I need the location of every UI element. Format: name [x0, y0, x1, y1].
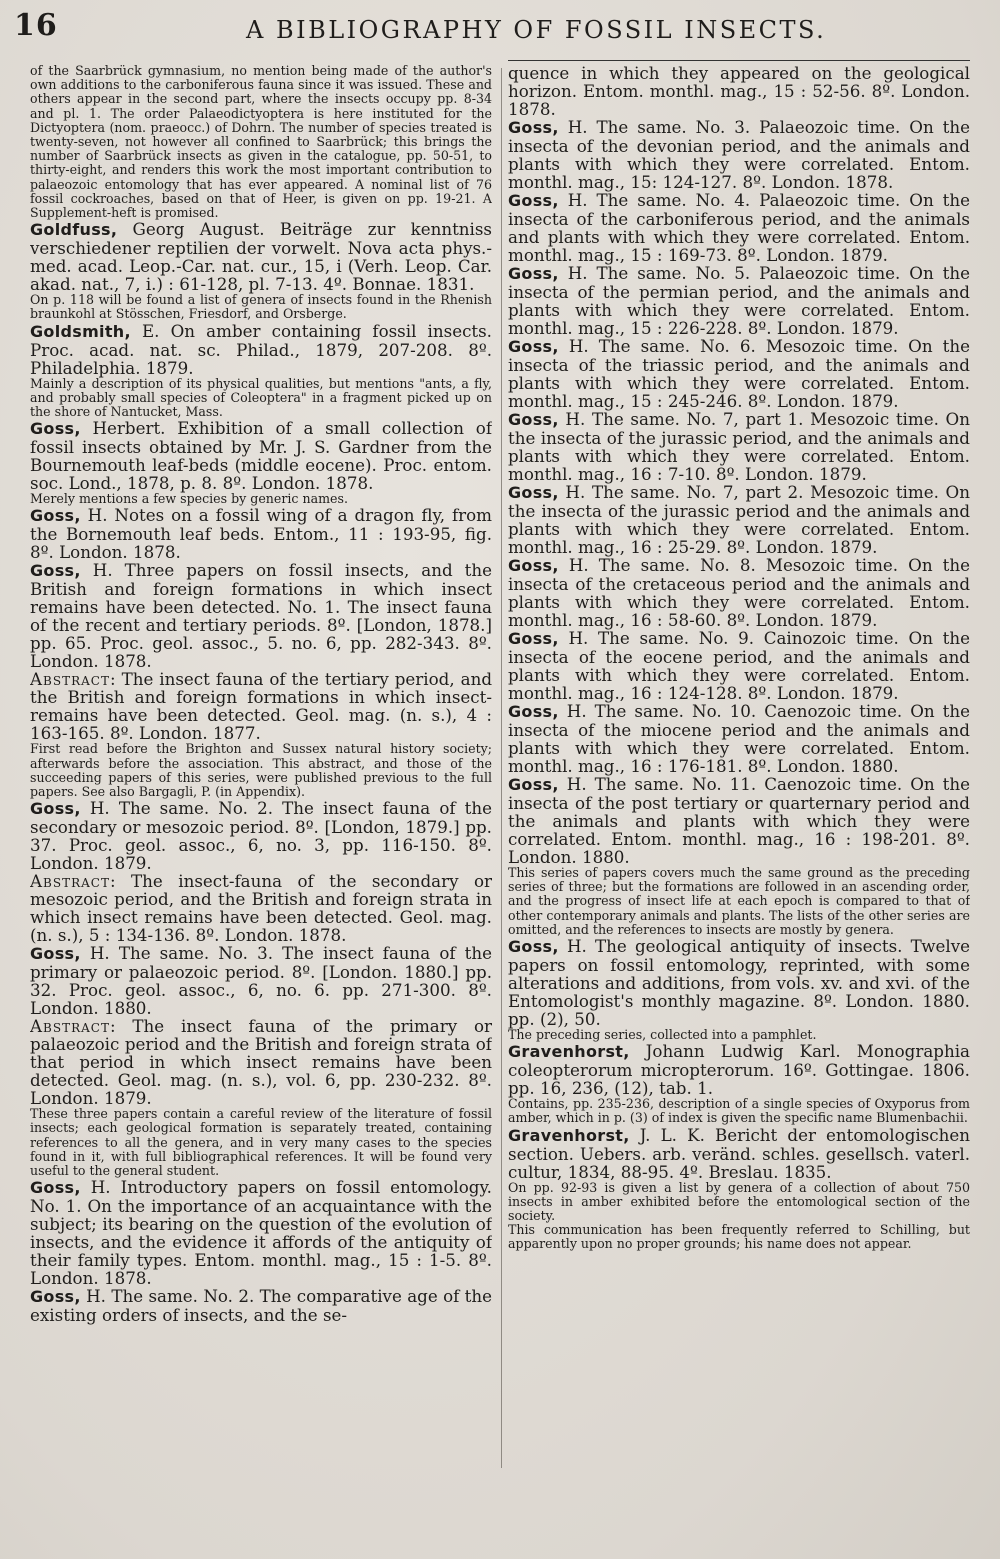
header-rule	[508, 60, 970, 61]
entry-author: Gravenhorst,	[508, 1125, 630, 1145]
entry-author: Goss,	[508, 629, 559, 648]
bibliography-entry: Goss, H. The same. No. 5. Palaeozoic time. On the insecta of the permian period, and the animals and plants with which they were correlated. Entom. monthl. mag., 15 : 226-228. 8º. London. 1879.	[508, 263, 970, 338]
abstract-label: Abstract	[30, 669, 110, 690]
bibliography-entry: Goss, H. The same. No. 11. Caenozoic time. On the insecta of the post tertiary or quarternary period and the animals and plants with which they were correlated. Entom. monthl. mag., 16 : 198-201. 8º. London. 1880.	[508, 774, 970, 867]
note: First read before the Brighton and Sussex natural history society; afterwards before the association. This abstract, and those of the succeeding papers of this series, were published previous to the full papers. See also Bargagli, P. (in Appendix).	[30, 741, 492, 800]
running-title: A BIBLIOGRAPHY OF FOSSIL INSECTS.	[246, 16, 827, 44]
entry-author: Goss,	[30, 944, 81, 964]
entry-author: Goldsmith,	[30, 321, 131, 341]
note: Contains, pp. 235-236, description of a single species of Oxyporus from amber, which in p. (3) of index is given the specific name Blumenbachii.	[508, 1096, 970, 1126]
entry-author: Goldfuss,	[30, 220, 118, 240]
bibliography-entry: Goss, H. The same. No. 4. Palaeozoic time. On the insecta of the carboniferous period, and the animals and plants with which they were correlated. Entom. monthl. mag., 15 : 169-73. 8º. London. 1879.	[508, 190, 970, 265]
entry-author: Goss,	[508, 702, 559, 721]
entry-author: Goss,	[508, 191, 559, 210]
bibliography-entry: Gravenhorst, Johann Ludwig Karl. Monographia coleopterorum micropterorum. 16º. Gottingae. 1806. pp. 16, 236, (12), tab. 1.	[508, 1041, 970, 1099]
entry-author: Goss,	[30, 506, 81, 526]
abstract-label: Abstract	[30, 871, 110, 892]
entry-author: Goss,	[30, 419, 81, 439]
entry-author: Goss,	[508, 483, 559, 502]
note: These three papers contain a careful review of the literature of fossil insects; each geological formation is separately treated, containing references to all the genera, and in very many cases to the species found in it, with full bibliographical references. It will be found very useful to the general student.	[30, 1106, 492, 1179]
entry-author: Goss,	[508, 118, 559, 137]
abstract-label: Abstract	[30, 1016, 110, 1037]
page-header	[0, 0, 1000, 60]
note: This communication has been frequently referred to Schilling, but apparently upon no proper grounds; his name does not appear.	[508, 1222, 970, 1252]
bibliography-entry: Goss, H. Introductory papers on fossil entomology. No. 1. On the importance of an acquaintance with the subject; its bearing on the question of the evolution of insects, and the evidence it affords of the antiquity of their family types. Entom. monthl. mag., 15 : 1-5. 8º. London. 1878.	[30, 1177, 492, 1289]
entry-author: Goss,	[508, 337, 559, 356]
entry-author: Gravenhorst,	[508, 1042, 630, 1062]
bibliography-entry: Goss, H. Three papers on fossil insects, and the British and foreign formations in which insect remains have been detected. No. 1. The insect fauna of the recent and tertiary periods. 8º. [London, 1878.] pp. 65. Proc. geol. assoc., 5. no. 6, pp. 282-343. 8º. London. 1878.	[30, 560, 492, 672]
note: On p. 118 will be found a list of genera of insects found in the Rhenish braunkohl at Stösschen, Friesdorf, and Orsberge.	[30, 292, 492, 322]
bibliography-entry: Goss, H. The same. No. 9. Cainozoic time. On the insecta of the eocene period, and the animals and plants with which they were correlated. Entom. monthl. mag., 16 : 124-128. 8º. London. 1879.	[508, 628, 970, 703]
bibliography-entry: Goldsmith, E. On amber containing fossil insects. Proc. acad. nat. sc. Philad., 1879, 207-208. 8º. Philadelphia. 1879.	[30, 320, 492, 378]
note: of the Saarbrück gymnasium, no mention being made of the author's own additions to the carboniferous fauna since it was issued. These and others appear in the second part, where the insects occupy pp. 8-34 and pl. 1. The order Palaeodictyoptera is here instituted for the Dictyoptera (nom. praeocc.) of Dohrn. The number of species treated is twenty-seven, not however all confined to Saarbrück; this brings the number of Saarbrück insects as given in the catalogue, pp. 50-51, to thirty-eight, and renders this work the most important contribution to palaeozoic entomology that has ever appeared. A nominal list of 76 fossil cockroaches, based on that of Heer, is given on pp. 19-21. A Supplement-heft is promised.	[30, 64, 492, 221]
entry-author: Goss,	[30, 1287, 81, 1307]
bibliography-entry: Goss, H. The same. No. 7, part 2. Mesozoic time. On the insecta of the jurassic period and the animals and plants with which they were correlated. Entom. monthl. mag., 16 : 25-29. 8º. London. 1879.	[508, 482, 970, 557]
note: The preceding series, collected into a pamphlet.	[508, 1027, 817, 1043]
entry-continuation: quence in which they appeared on the geological horizon. Entom. monthl. mag., 15 : 52-56. 8º. London. 1878.	[508, 64, 970, 119]
bibliography-entry: Goldfuss, Georg August. Beiträge zur kenntniss verschiedener reptilien der vorwelt. Nova acta phys.-med. acad. Leop.-Car. nat. cur., 15, i (Verh. Leop. Car. akad. nat., 7, i.) : 61-128, pl. 7-13. 4º. Bonnae. 1831.	[30, 219, 492, 295]
note: On pp. 92-93 is given a list by genera of a collection of about 750 insects in amber exhibited before the entomological section of the society.	[508, 1179, 970, 1224]
right-column	[508, 64, 970, 1484]
entry-author: Goss,	[30, 799, 81, 819]
entry-author: Goss,	[508, 556, 559, 575]
note: Mainly a description of its physical qualities, but mentions "ants, a fly, and probably small species of Coleoptera" in a fragment picked up on the shore of Nantucket, Mass.	[30, 375, 492, 420]
bibliography-entry: Goss, H. The same. No. 2. The comparative age of the existing orders of insects, and the se-	[30, 1286, 492, 1326]
entry-author: Goss,	[508, 410, 559, 429]
entry-author: Goss,	[508, 937, 559, 957]
bibliography-entry: Gravenhorst, J. L. K. Bericht der entomologischen section. Uebers. arb. veränd. schles. gesellsch. vaterl. cultur, 1834, 88-95. 4º. Breslau. 1835.	[508, 1124, 970, 1182]
bibliography-entry: Goss, H. The geological antiquity of insects. Twelve papers on fossil entomology, reprinted, with some alterations and additions, from vols. xv. and xvi. of the Entomologist's monthly magazine. 8º. London. 1880. pp. (2), 50.	[508, 936, 970, 1030]
entry-author: Goss,	[30, 1178, 81, 1198]
bibliography-entry: Goss, H. The same. No. 6. Mesozoic time. On the insecta of the triassic period, and the animals and plants with which they were correlated. Entom. monthl. mag., 15 : 245-246. 8º. London. 1879.	[508, 336, 970, 411]
bibliography-entry: Goss, H. Notes on a fossil wing of a dragon fly, from the Bornemouth leaf beds. Entom., 11 : 193-95, fig. 8º. London. 1878.	[30, 505, 492, 563]
left-column	[30, 64, 492, 1524]
abstract: Abstract: The insect fauna of the tertiary period, and the British and foreign formations in which insect-remains have been detected. Geol. mag. (n. s.), 4 : 163-165. 8º. London. 1877.	[30, 669, 492, 744]
bibliography-entry: Goss, H. The same. No. 2. The insect fauna of the secondary or mesozoic period. 8º. [London, 1879.] pp. 37. Proc. geol. assoc., 6, no. 3, pp. 116-150. 8º. London. 1879.	[30, 798, 492, 874]
abstract: Abstract: The insect-fauna of the secondary or mesozoic period, and the British and foreign strata in which insect remains have been detected. Geol. mag. (n. s.), 5 : 134-136. 8º. London. 1878.	[30, 871, 492, 946]
entry-author: Goss,	[508, 775, 559, 794]
bibliography-entry: Goss, H. The same. No. 8. Mesozoic time. On the insecta of the cretaceous period and the animals and plants with which they were correlated. Entom. monthl. mag., 16 : 58-60. 8º. London. 1879.	[508, 555, 970, 630]
bibliography-entry: Goss, Herbert. Exhibition of a small collection of fossil insects obtained by Mr. J. S. Gardner from the Bournemouth leaf-beds (middle eocene). Proc. entom. soc. Lond., 1878, p. 8. 8º. London. 1878.	[30, 418, 492, 494]
bibliography-entry: Goss, H. The same. No. 3. The insect fauna of the primary or palaeozoic period. 8º. [London. 1880.] pp. 32. Proc. geol. assoc., 6, no. 6. pp. 271-300. 8º. London. 1880.	[30, 943, 492, 1019]
note: Merely mentions a few species by generic names.	[30, 491, 348, 507]
bibliography-entry: Goss, H. The same. No. 3. Palaeozoic time. On the insecta of the devonian period, and the animals and plants with which they were correlated. Entom. monthl. mag., 15: 124-127. 8º. London. 1878.	[508, 117, 970, 192]
entry-author: Goss,	[30, 561, 81, 581]
bibliography-entry: Goss, H. The same. No. 7, part 1. Mesozoic time. On the insecta of the jurassic period, and the animals and plants with which they were correlated. Entom. monthl. mag., 16 : 7-10. 8º. London. 1879.	[508, 409, 970, 484]
column-divider	[501, 68, 502, 1468]
page-number: 16	[14, 8, 58, 43]
entry-author: Goss,	[508, 264, 559, 283]
bibliography-entry: Goss, H. The same. No. 10. Caenozoic time. On the insecta of the miocene period and the animals and plants with which they were correlated. Entom. monthl. mag., 16 : 176-181. 8º. London. 1880.	[508, 701, 970, 776]
note: This series of papers covers much the same ground as the preceding series of three; but the formations are followed in an ascending order, and the progress of insect life at each epoch is compared to that of other contemporary animals and plants. The lists of the other series are omitted, and the references to insects are mostly by genera.	[508, 865, 970, 937]
abstract: Abstract: The insect fauna of the primary or palaeozoic period and the British and foreign strata of that period in which insect remains have been detected. Geol. mag. (n. s.), vol. 6, pp. 230-232. 8º. London. 1879.	[30, 1016, 492, 1109]
